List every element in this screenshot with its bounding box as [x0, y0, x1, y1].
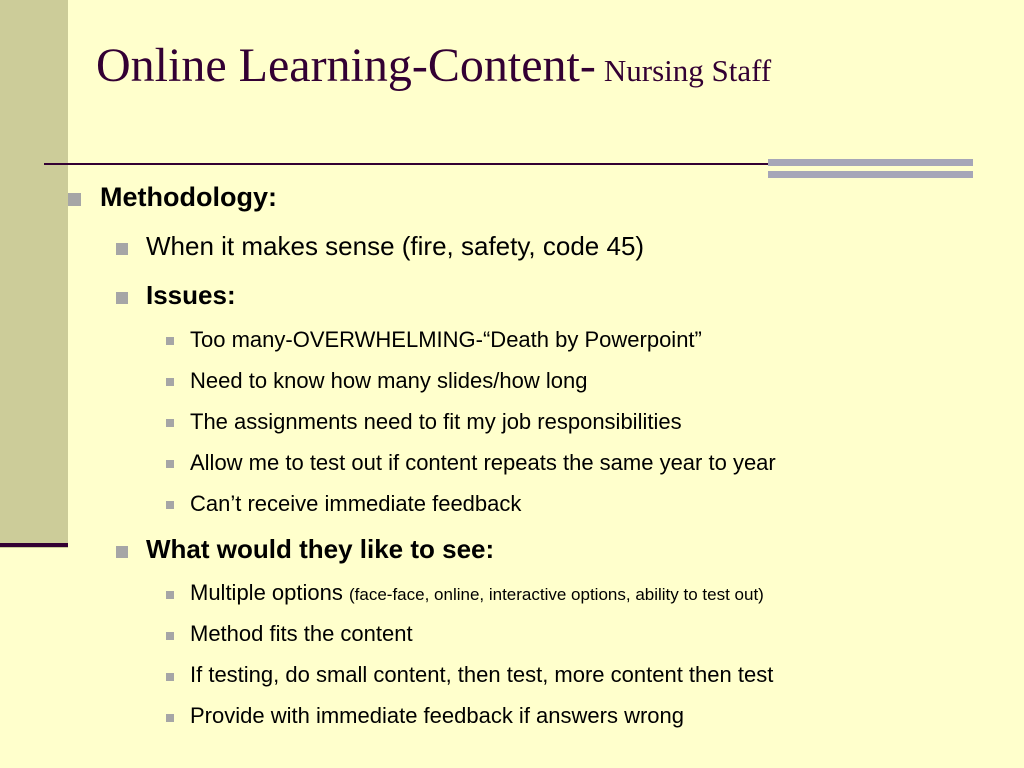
square-bullet-icon — [116, 292, 128, 304]
square-bullet-icon — [166, 337, 174, 345]
issue-item: Too many-OVERWHELMING-“Death by Powerpoint” — [190, 327, 702, 352]
title-main: Online Learning-Content- — [96, 39, 596, 92]
issue-item: Allow me to test out if content repeats the same year to year — [190, 450, 776, 475]
square-bullet-icon — [166, 501, 174, 509]
square-bullet-icon — [116, 546, 128, 558]
square-bullet-icon — [166, 632, 174, 640]
square-bullet-icon — [166, 673, 174, 681]
issue-item: Need to know how many slides/how long — [190, 368, 588, 393]
issues-heading: Issues: — [146, 280, 236, 310]
square-bullet-icon — [166, 460, 174, 468]
square-bullet-icon — [166, 591, 174, 599]
wish-item: If testing, do small content, then test, more content then test — [190, 662, 774, 687]
square-bullet-icon — [68, 193, 81, 206]
wishes-heading: What would they like to see: — [146, 534, 495, 564]
when-item: When it makes sense (fire, safety, code 45) — [146, 231, 645, 261]
issue-item: The assignments need to fit my job responsibilities — [190, 409, 682, 434]
title-subtitle: Nursing Staff — [603, 53, 772, 88]
wish-item-note: (face-face, online, interactive options, ability to test out) — [349, 585, 764, 604]
methodology-heading: Methodology: — [100, 182, 277, 212]
wish-item: Method fits the content — [190, 621, 413, 646]
wish-item-text: Multiple options — [190, 580, 343, 605]
square-bullet-icon — [116, 243, 128, 255]
square-bullet-icon — [166, 378, 174, 386]
wish-item — [190, 580, 764, 606]
wish-item: Provide with immediate feedback if answers wrong — [190, 703, 685, 728]
issue-item: Can’t receive immediate feedback — [190, 491, 522, 516]
square-bullet-icon — [166, 714, 174, 722]
square-bullet-icon — [166, 419, 174, 427]
